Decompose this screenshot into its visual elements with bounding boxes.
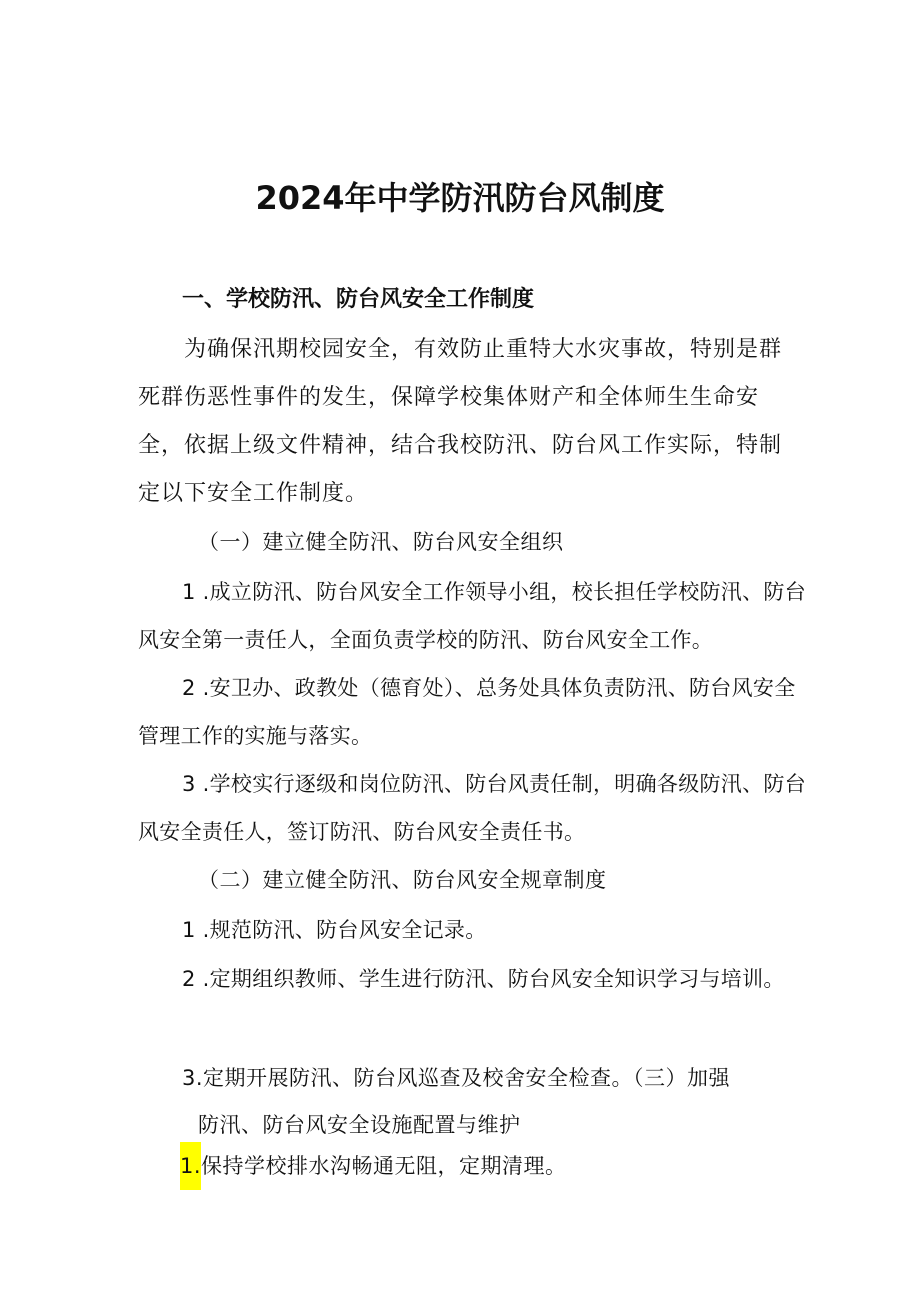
list-item-text: 保持学校排水沟畅通无阻，定期清理。 <box>201 1154 567 1178</box>
subsection-heading-2: （二）建立健全防汛、防台风安全规章制度 <box>198 868 607 892</box>
subsection-heading-1: （一）建立健全防汛、防台风安全组织 <box>198 530 564 554</box>
list-item: 1 .规范防汛、防台风安全记录。 <box>182 918 487 942</box>
list-item: 3 .学校实行逐级和岗位防汛、防台风责任制，明确各级防汛、防台风安全责任人，签订防汛、防台风安全责任书。 <box>138 772 807 844</box>
section-heading: 一、学校防汛、防台风安全工作制度 <box>182 287 535 312</box>
list-item: 2 .安卫办、政教处（德育处）、总务处具体负责防汛、防台风安全管理工作的实施与落实。 <box>138 676 796 748</box>
document-title: 2024年中学防汛防台风制度 <box>255 179 665 217</box>
list-item <box>180 1142 567 1190</box>
list-item: 2 .定期组织教师、学生进行防汛、防台风安全知识学习与培训。 <box>182 967 785 991</box>
subsection-heading-3: 防汛、防台风安全设施配置与维护 <box>198 1113 521 1137</box>
highlighted-number: 1. <box>180 1142 201 1190</box>
list-item: 1 .成立防汛、防台风安全工作领导小组，校长担任学校防汛、防台风安全第一责任人，全面负责学校的防汛、防台风安全工作。 <box>138 580 807 652</box>
list-item: 3.定期开展防汛、防台风巡查及校舍安全检查。（三）加强 <box>182 1066 731 1090</box>
intro-paragraph: 为确保汛期校园安全，有效防止重特大水灾事故，特别是群死群伤恶性事件的发生，保障学校集体财产和全体师生生命安全，依据上级文件精神，结合我校防汛、防台风工作实际，特制定以下安全工作制度。 <box>138 337 783 506</box>
